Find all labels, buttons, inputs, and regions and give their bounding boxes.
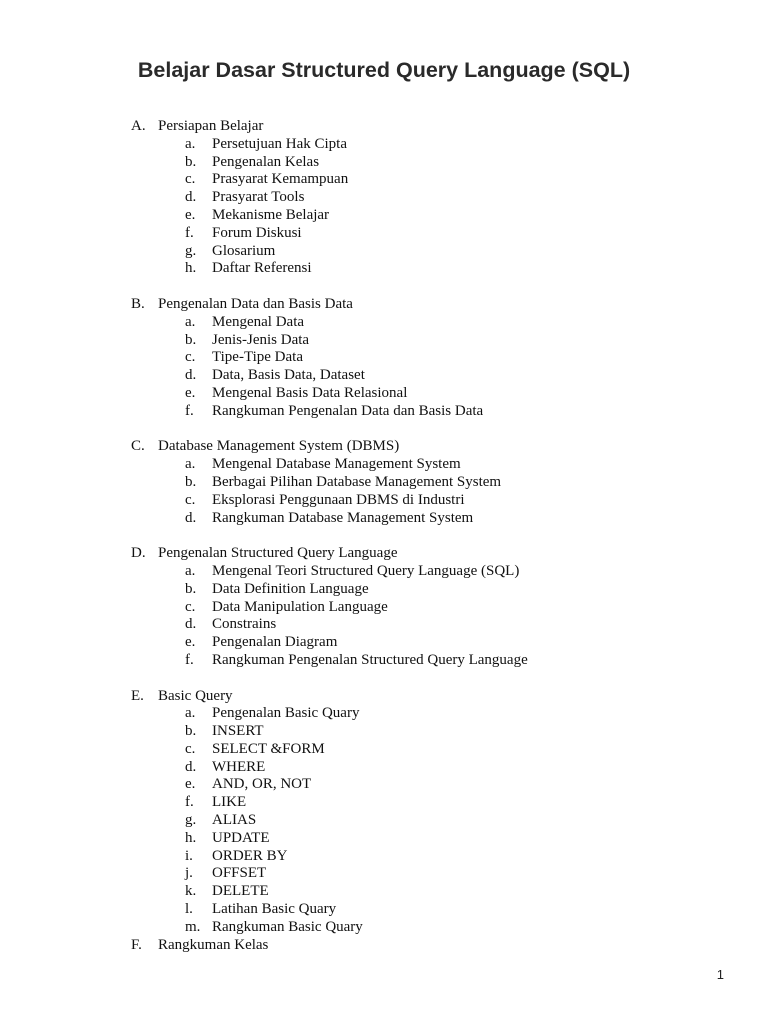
section-title: Basic Query bbox=[158, 687, 233, 704]
section-heading bbox=[131, 545, 528, 563]
toc-item bbox=[131, 563, 528, 581]
section-heading bbox=[131, 688, 528, 706]
item-letter: e. bbox=[185, 634, 196, 651]
section-letter: A. bbox=[131, 118, 146, 134]
item-letter: a. bbox=[185, 456, 196, 473]
item-letter: h. bbox=[185, 260, 197, 277]
item-text: Forum Diskusi bbox=[212, 224, 302, 241]
toc-item bbox=[131, 616, 528, 634]
item-letter: g. bbox=[185, 242, 197, 259]
item-letter: a. bbox=[185, 313, 196, 330]
toc-item bbox=[131, 741, 528, 759]
section-title: Pengenalan Structured Query Language bbox=[158, 545, 398, 562]
item-text: Constrains bbox=[212, 616, 277, 633]
item-text: AND, OR, NOT bbox=[212, 776, 312, 793]
item-letter: d. bbox=[185, 758, 197, 775]
item-letter: j. bbox=[185, 865, 193, 882]
section-title: Persiapan Belajar bbox=[158, 118, 264, 134]
toc-item bbox=[131, 919, 528, 937]
toc-item bbox=[131, 243, 528, 261]
item-text: LIKE bbox=[212, 794, 247, 811]
toc-item bbox=[131, 759, 528, 777]
item-text: Data, Basis Data, Dataset bbox=[212, 367, 365, 384]
item-text: ALIAS bbox=[212, 812, 257, 829]
item-text: Jenis-Jenis Data bbox=[212, 331, 310, 348]
toc-item bbox=[131, 830, 528, 848]
section-heading bbox=[131, 118, 528, 136]
item-text: Berbagai Pilihan Database Management System bbox=[212, 473, 502, 490]
toc-item bbox=[131, 171, 528, 189]
toc-item bbox=[131, 492, 528, 510]
item-letter: d. bbox=[185, 616, 197, 633]
item-text: Persetujuan Hak Cipta bbox=[212, 135, 347, 152]
section-letter: F. bbox=[131, 936, 142, 953]
item-letter: k. bbox=[185, 883, 197, 900]
document-title: Belajar Dasar Structured Query Language (SQL) bbox=[137, 58, 631, 82]
section-letter: B. bbox=[131, 295, 145, 312]
item-letter: m. bbox=[185, 918, 201, 935]
toc-item bbox=[131, 652, 528, 670]
section-title: Rangkuman Kelas bbox=[158, 936, 269, 953]
item-text: Rangkuman Database Management System bbox=[212, 509, 474, 526]
section-heading bbox=[131, 937, 528, 955]
item-text: INSERT bbox=[212, 723, 264, 740]
toc-item bbox=[131, 385, 528, 403]
toc-section bbox=[131, 937, 528, 955]
item-letter: e. bbox=[185, 384, 196, 401]
item-letter: f. bbox=[185, 224, 194, 241]
item-letter: a. bbox=[185, 135, 196, 152]
section-letter: E. bbox=[131, 687, 144, 704]
item-text: Prasyarat Tools bbox=[212, 189, 305, 206]
toc-item bbox=[131, 367, 528, 385]
toc-item bbox=[131, 225, 528, 243]
toc-item bbox=[131, 848, 528, 866]
toc-item bbox=[131, 883, 528, 901]
item-letter: b. bbox=[185, 473, 197, 490]
toc-item bbox=[131, 794, 528, 812]
item-letter: i. bbox=[185, 847, 193, 864]
item-text: Tipe-Tipe Data bbox=[212, 349, 303, 366]
section-heading bbox=[131, 296, 528, 314]
item-text: Pengenalan Kelas bbox=[212, 153, 320, 170]
item-letter: c. bbox=[185, 171, 196, 188]
item-text: Glosarium bbox=[212, 242, 276, 259]
item-letter: c. bbox=[185, 349, 196, 366]
toc-section bbox=[131, 118, 528, 278]
section-title: Database Management System (DBMS) bbox=[158, 438, 400, 455]
toc-section bbox=[131, 296, 528, 421]
item-text: Mengenal Basis Data Relasional bbox=[212, 384, 408, 401]
item-text: Mengenal Data bbox=[212, 313, 305, 330]
item-letter: a. bbox=[185, 705, 196, 722]
toc-item bbox=[131, 314, 528, 332]
table-of-contents bbox=[131, 118, 528, 972]
item-text: Latihan Basic Quary bbox=[212, 901, 337, 918]
toc-section bbox=[131, 545, 528, 670]
toc-item bbox=[131, 599, 528, 617]
toc-item bbox=[131, 403, 528, 421]
section-heading bbox=[131, 438, 528, 456]
item-text: WHERE bbox=[212, 758, 266, 775]
item-text: Prasyarat Kemampuan bbox=[212, 171, 349, 188]
item-letter: b. bbox=[185, 580, 197, 597]
item-text: Mengenal Database Management System bbox=[212, 456, 461, 473]
toc-item bbox=[131, 189, 528, 207]
item-letter: c. bbox=[185, 598, 196, 615]
toc-item bbox=[131, 901, 528, 919]
item-text: Mengenal Teori Structured Query Language (SQL) bbox=[212, 562, 520, 579]
item-text: ORDER BY bbox=[212, 847, 288, 864]
item-text: OFFSET bbox=[212, 865, 267, 882]
toc-item bbox=[131, 207, 528, 225]
item-text: Rangkuman Pengenalan Structured Query Language bbox=[212, 651, 528, 668]
item-letter: c. bbox=[185, 491, 196, 508]
toc-item bbox=[131, 510, 528, 528]
item-text: Rangkuman Pengenalan Data dan Basis Data bbox=[212, 402, 484, 419]
item-text: Data Definition Language bbox=[212, 580, 369, 597]
toc-item bbox=[131, 154, 528, 172]
section-letter: D. bbox=[131, 545, 146, 562]
item-text: Pengenalan Diagram bbox=[212, 634, 338, 651]
item-letter: h. bbox=[185, 829, 197, 846]
item-text: UPDATE bbox=[212, 829, 270, 846]
item-letter: d. bbox=[185, 509, 197, 526]
item-text: Daftar Referensi bbox=[212, 260, 312, 277]
toc-item bbox=[131, 581, 528, 599]
toc-item bbox=[131, 812, 528, 830]
item-letter: f. bbox=[185, 402, 194, 419]
item-letter: c. bbox=[185, 740, 196, 757]
toc-section bbox=[131, 688, 528, 937]
item-text: Mekanisme Belajar bbox=[212, 206, 330, 223]
toc-item bbox=[131, 349, 528, 367]
item-letter: b. bbox=[185, 153, 197, 170]
item-text: DELETE bbox=[212, 883, 269, 900]
item-letter: a. bbox=[185, 562, 196, 579]
toc-item bbox=[131, 332, 528, 350]
item-text: Rangkuman Basic Quary bbox=[212, 918, 363, 935]
item-text: Pengenalan Basic Quary bbox=[212, 705, 360, 722]
item-letter: e. bbox=[185, 206, 196, 223]
item-text: SELECT &FORM bbox=[212, 740, 325, 757]
toc-item bbox=[131, 865, 528, 883]
item-text: Data Manipulation Language bbox=[212, 598, 388, 615]
item-letter: b. bbox=[185, 331, 197, 348]
item-letter: f. bbox=[185, 651, 194, 668]
toc-item bbox=[131, 723, 528, 741]
section-title: Pengenalan Data dan Basis Data bbox=[158, 295, 353, 312]
toc-section bbox=[131, 438, 528, 527]
item-letter: b. bbox=[185, 723, 197, 740]
item-text: Eksplorasi Penggunaan DBMS di Industri bbox=[212, 491, 465, 508]
toc-item bbox=[131, 634, 528, 652]
toc-item bbox=[131, 474, 528, 492]
page-number: 1 bbox=[716, 967, 724, 982]
item-letter: g. bbox=[185, 812, 197, 829]
toc-item bbox=[131, 260, 528, 278]
item-letter: f. bbox=[185, 794, 194, 811]
item-letter: e. bbox=[185, 776, 196, 793]
toc-item bbox=[131, 136, 528, 154]
item-letter: d. bbox=[185, 367, 197, 384]
item-letter: l. bbox=[185, 901, 193, 918]
toc-item bbox=[131, 776, 528, 794]
section-letter: C. bbox=[131, 438, 145, 455]
toc-item bbox=[131, 705, 528, 723]
item-letter: d. bbox=[185, 189, 197, 206]
toc-item bbox=[131, 456, 528, 474]
